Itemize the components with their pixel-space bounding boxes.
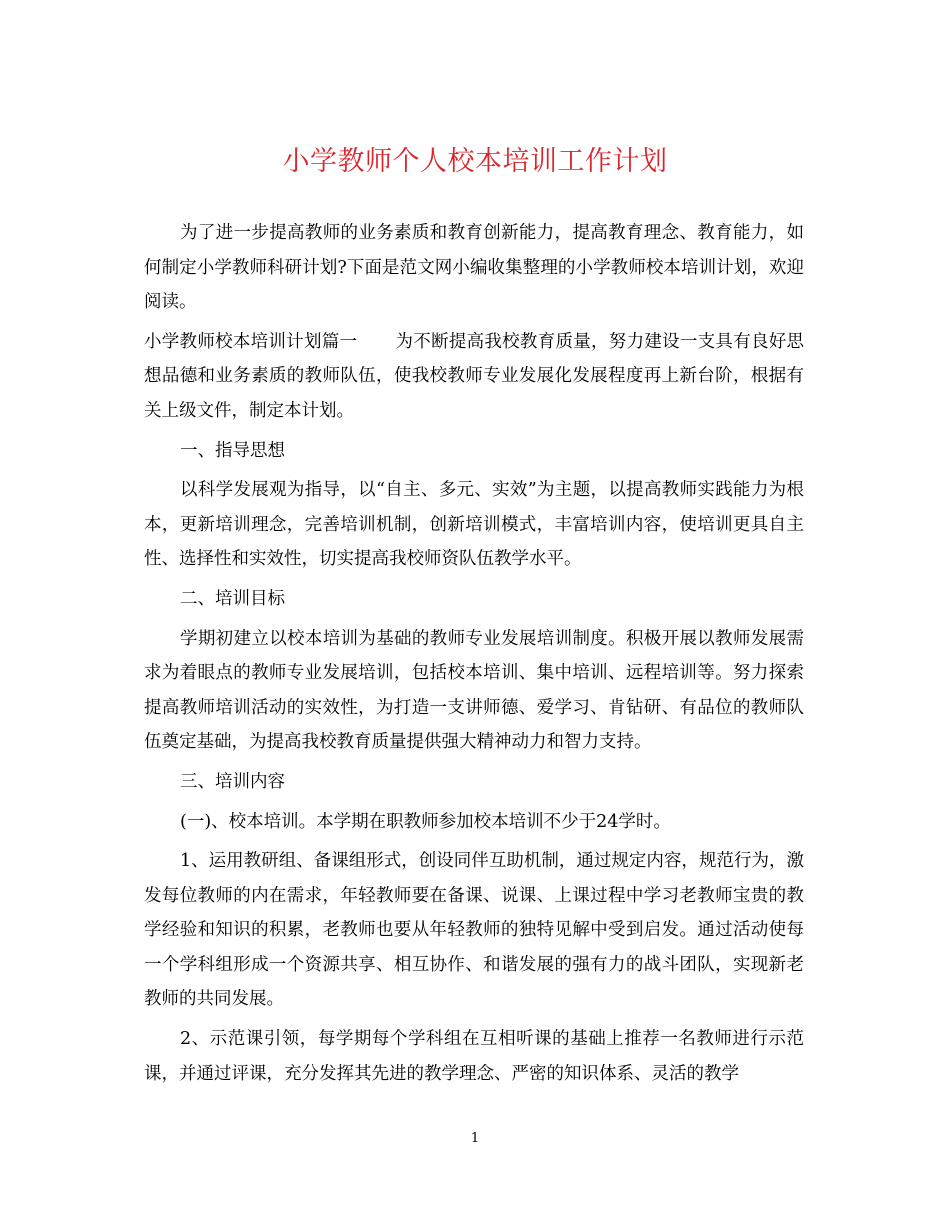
demonstration-lesson-paragraph: 2、示范课引领，每学期每个学科组在互相听课的基础上推荐一名教师进行示范课，并通过评课，充分发挥其先进的教学理念、严密的知识体系、灵活的教学 xyxy=(144,1029,804,1084)
plan-section-label: 小学教师校本培训计划篇一 xyxy=(144,331,358,352)
document-body xyxy=(144,216,804,1096)
guiding-ideology-paragraph: 以科学发展观为指导，以“自主、多元、实效”为主题，以提高教师实践能力为根本，更新培训理念，完善培训机制，创新培训模式，丰富培训内容，使培训更具自主性、选择性和实效性，切实提高我校师资队伍教学水平。 xyxy=(144,480,804,570)
section-heading-guiding-ideology: 一、指导思想 xyxy=(180,440,285,461)
teaching-research-paragraph: 1、运用教研组、备课组形式，创设同伴互助机制，通过规定内容，规范行为，激发每位教师的内在需求，年轻教师要在备课、说课、上课过程中学习老教师宝贵的教学经验和知识的积累，老教师也要从年轻教师的独特见解中受到启发。通过活动使每一个学科组形成一个资源共享、相互协作、和谐发展的强有力的战斗团队，实现新老教师的共同发展。 xyxy=(144,851,804,1010)
document-title: 小学教师个人校本培训工作计划 xyxy=(282,146,668,177)
section-heading-training-content: 三、培训内容 xyxy=(180,771,285,792)
training-goals-paragraph: 学期初建立以校本培训为基础的教师专业发展培训制度。积极开展以教师发展需求为着眼点的教师专业发展培训，包括校本培训、集中培训、远程培训等。努力探索提高教师培训活动的实效性，为打造一支讲师德、爱学习、肯钻研、有品位的教师队伍奠定基础，为提高我校教育质量提供强大精神动力和智力支持。 xyxy=(144,628,804,753)
intro-paragraph: 为了进一步提高教师的业务素质和教育创新能力，提高教育理念、教育能力，如何制定小学教师科研计划?下面是范文网小编收集整理的小学教师校本培训计划，欢迎阅读。 xyxy=(144,223,804,313)
plan-section-text: 为不断提高我校教育质量，努力建设一支具有良好思想品德和业务素质的教师队伍，使我校教师专业发展化发展程度再上新台阶，根据有关上级文件，制定本计划。 xyxy=(144,331,805,421)
page-number: 1 xyxy=(470,1131,480,1146)
school-based-training-paragraph: (一)、校本培训。本学期在职教师参加校本培训不少于24学时。 xyxy=(180,811,671,832)
plan-section-paragraph xyxy=(144,325,804,429)
section-heading-training-goals: 二、培训目标 xyxy=(180,588,285,609)
